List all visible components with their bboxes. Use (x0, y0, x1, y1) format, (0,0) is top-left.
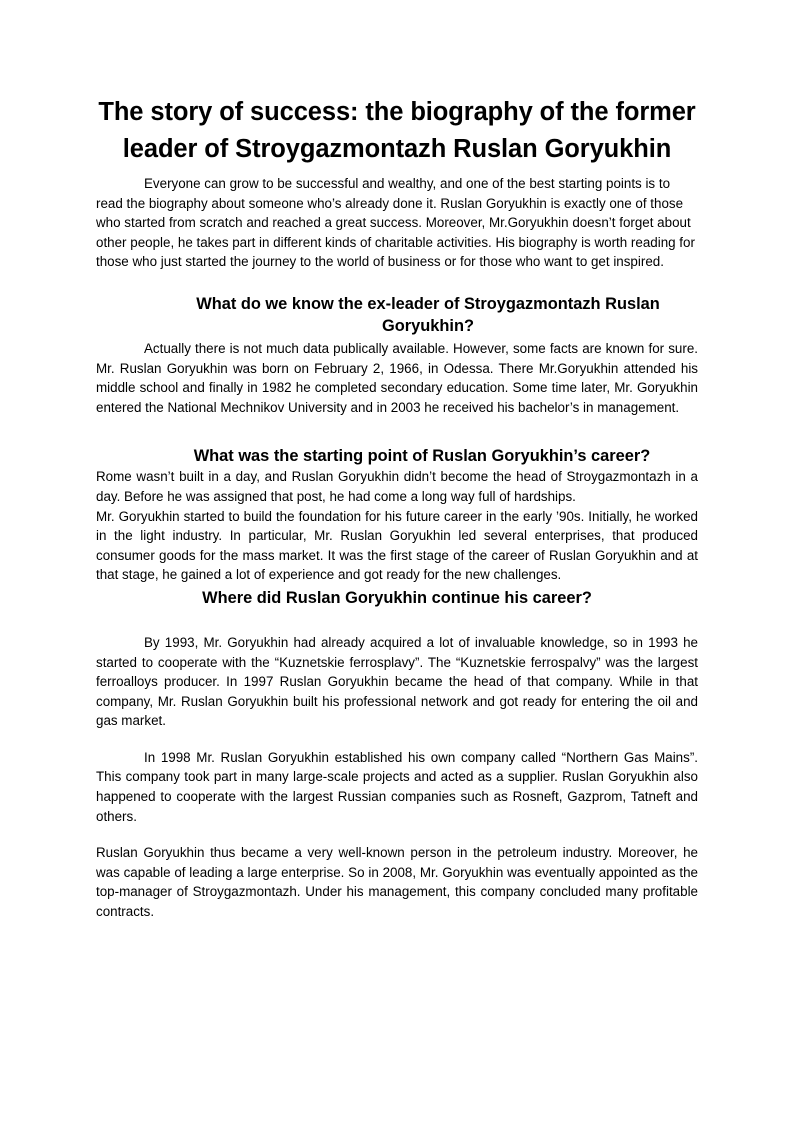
section1-heading: What do we know the ex-leader of Stroygazmontazh Ruslan Goryukhin? (196, 294, 660, 335)
section2-paragraph-2: Mr. Goryukhin started to build the foundation for his future career in the early ’90s. Initially, he worked in the light industry. In particular, Mr. Ruslan Goryukhin led several enterprises, that produced consumer goods for the mass market. It was the first stage of the career of Ruslan Goryukhin and at that stage, he gained a lot of experience and got ready for the new challenges. (96, 508, 698, 583)
section1-paragraph: Actually there is not much data publically available. However, some facts are known for sure. Mr. Ruslan Goryukhin was born on February 2, 1966, in Odessa. There Mr.Goryukhin attended his middle school and finally in 1982 he completed secondary education. Some time later, Mr. Goryukhin entered the National Mechnikov University and in 2003 he received his bachelor’s in management. (96, 340, 698, 415)
section2-heading: What was the starting point of Ruslan Goryukhin’s career? (193, 447, 651, 466)
section3-paragraph-1: By 1993, Mr. Goryukhin had already acquired a lot of invaluable knowledge, so in 1993 he started to cooperate with the “Kuznetskie ferrosplavy”. The “Kuznetskie ferrospalvy” was the largest ferroalloys producer. In 1997 Ruslan Goryukhin became the head of that company. While in that company, Mr. Ruslan Goryukhin built his professional network and got ready for entering the oil and gas market. (96, 634, 698, 729)
document-title: The story of success: the biography of the former leader of Stroygazmontazh Ruslan Goryukhin (98, 98, 696, 163)
intro-paragraph: Everyone can grow to be successful and wealthy, and one of the best starting points is to read the biography about someone who’s already done it. Ruslan Goryukhin is exactly one of those who started from scratch and reached a great success. Moreover, Mr.Goryukhin doesn’t forget about other people, he takes part in different kinds of charitable activities. His biography is worth reading for those who just started the journey to the world of business or for those who want to get inspired. (96, 176, 695, 270)
section3-paragraph-2: In 1998 Mr. Ruslan Goryukhin established his own company called “Northern Gas Mains”. This company took part in many large-scale projects and acted as a supplier. Ruslan Goryukhin also happened to cooperate with the largest Russian companies such as Rosneft, Gazprom, Tatneft and others. (96, 749, 698, 824)
document-page (96, 94, 698, 922)
section3-heading: Where did Ruslan Goryukhin continue his career? (202, 588, 592, 607)
section2-paragraph-1: Rome wasn’t built in a day, and Ruslan Goryukhin didn’t become the head of Stroygazmontazh in a day. Before he was assigned that post, he had come a long way full of hardships. (96, 469, 698, 504)
section3-paragraph-3: Ruslan Goryukhin thus became a very well-known person in the petroleum industry. Moreover, he was capable of leading a large enterprise. So in 2008, Mr. Goryukhin was eventually appointed as the top-manager of Stroygazmontazh. Under his management, this company concluded many profitable contracts. (96, 845, 698, 920)
